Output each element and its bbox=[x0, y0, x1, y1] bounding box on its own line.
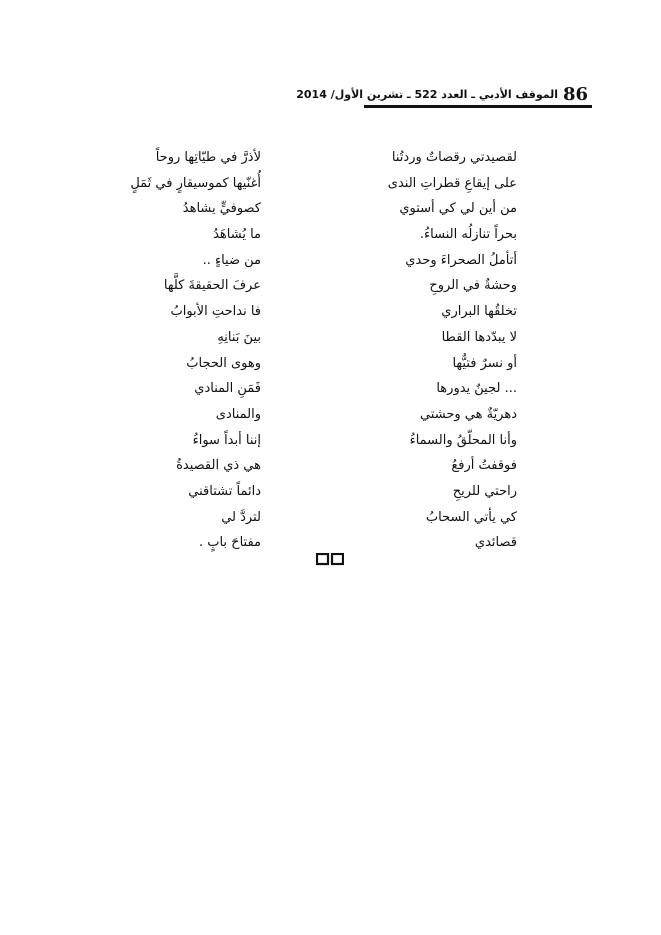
verse-line: ما يُشاهَدُ bbox=[213, 227, 261, 243]
verse-line: من ضياءٍ .. bbox=[202, 252, 261, 268]
verse-line: أُغنّيها كموسيقارٍ في ثَمَلٍ bbox=[130, 175, 261, 191]
poem-left-column bbox=[61, 145, 261, 556]
verse-line: كصوفيٍّ يشاهدُ bbox=[182, 201, 261, 217]
verse-line: لتردَّ لي bbox=[221, 509, 261, 525]
verse-line: لا يبدّدها القطا bbox=[441, 329, 517, 345]
header-rule bbox=[364, 105, 592, 108]
verse-line: إننا أبداً سواءُ bbox=[192, 432, 261, 448]
verse-line: وحشةٌ في الروحِ bbox=[429, 278, 517, 294]
verse-line: وأنا المحلّقُ والسماءُ bbox=[409, 432, 517, 448]
verse-line: لقصيدتي رقصاتٌ وردتُنا bbox=[391, 150, 517, 165]
page-header bbox=[296, 84, 594, 106]
running-title: الموقف الأدبي ـ العدد 522 ـ تشرين الأول/ 2014 bbox=[296, 88, 558, 101]
verse-line: فوقفتُ أرفعُ bbox=[451, 458, 517, 474]
verse-line: بينَ بَنانِهِ bbox=[217, 329, 261, 345]
verse-line: بحراً تنازلُه النساءُ. bbox=[419, 227, 517, 243]
verse-line: لأذرَّ في طيّاتِها روحاً bbox=[155, 150, 261, 165]
verse-line: قصائدي bbox=[474, 535, 517, 551]
poem-right-column bbox=[317, 145, 517, 556]
verse-line: كي يأتي السحابُ bbox=[425, 509, 517, 525]
verse-line: تخلقُها البراري bbox=[441, 304, 517, 320]
verse-line: وهوى الحجابُ bbox=[186, 355, 261, 371]
verse-line: أتأملُ الصحراءَ وحدي bbox=[405, 252, 517, 268]
verse-line: أو نسرٌ فتيٌّها bbox=[452, 355, 517, 371]
verse-line: فا نداحتِ الأبوابُ bbox=[170, 304, 261, 320]
verse-line: على إيقاعِ قطراتِ الندى bbox=[387, 175, 517, 191]
verse-line: دائماً تشتاقني bbox=[188, 483, 261, 499]
page-number: 86 bbox=[562, 84, 588, 105]
verse-line: هي ذي القصيدةُ bbox=[176, 458, 261, 474]
verse-line: عرفَ الحقيقةَ كلَّها bbox=[163, 278, 261, 294]
verse-line: ... لجينٌ يدورها bbox=[436, 381, 517, 397]
verse-line: من أين لي كي أستوي bbox=[399, 201, 517, 217]
verse-line: دهريّةٌ هي وحشتي bbox=[419, 406, 517, 422]
verse-line: مفتاحَ بابٍ . bbox=[198, 535, 261, 551]
end-of-poem-icon bbox=[316, 553, 344, 566]
verse-line: راحتي للريحِ bbox=[452, 483, 517, 499]
verse-line: فَمَنِ المنادي bbox=[194, 381, 261, 397]
verse-line: والمنادى bbox=[215, 406, 261, 422]
